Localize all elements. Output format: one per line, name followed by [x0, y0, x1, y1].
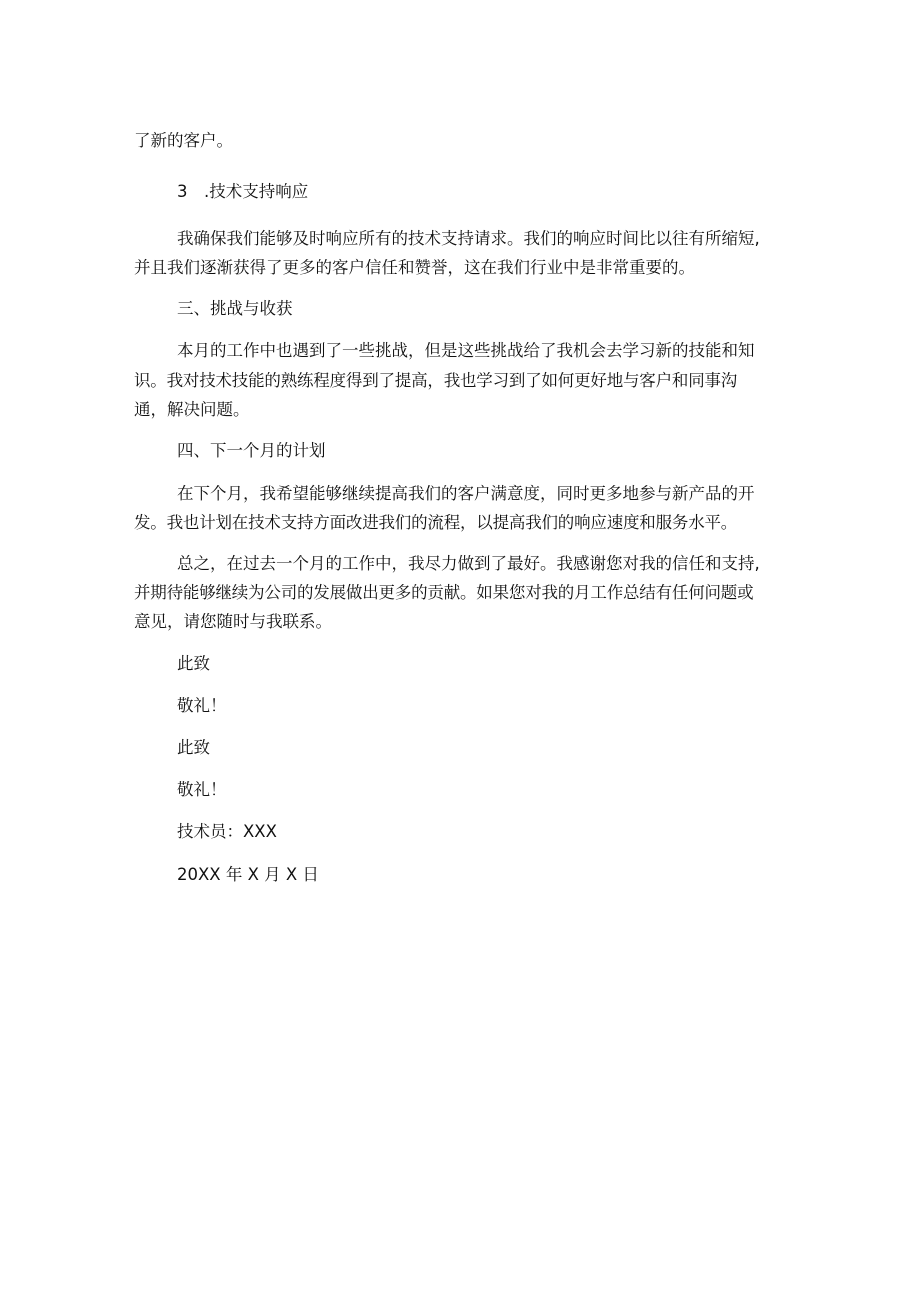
conclusion-paragraph-line: 并期待能够继续为公司的发展做出更多的贡献。如果您对我的月工作总结有任何问题或 [134, 583, 754, 602]
signer-line: 技术员：XXX [177, 822, 277, 841]
closing-line: 此致 [177, 654, 210, 673]
closing-line: 敬礼！ [177, 780, 227, 799]
closing-line: 敬礼！ [177, 696, 227, 715]
challenges-paragraph-line: 识。我对技术技能的熟练程度得到了提高，我也学习到了如何更好地与客户和同事沟 [134, 371, 738, 390]
closing-line: 此致 [177, 738, 210, 757]
next-plan-heading: 四、下一个月的计划 [177, 441, 326, 460]
conclusion-paragraph-line: 总之，在过去一个月的工作中，我尽力做到了最好。我感谢您对我的信任和支持, [177, 554, 760, 573]
intro-tail-text: 了新的客户。 [134, 131, 233, 150]
challenges-heading: 三、挑战与收获 [177, 299, 293, 318]
challenges-paragraph-line: 通，解决问题。 [134, 400, 250, 419]
next-plan-paragraph-line: 在下个月，我希望能够继续提高我们的客户满意度，同时更多地参与新产品的开 [177, 484, 755, 503]
section3-paragraph-line: 我确保我们能够及时响应所有的技术支持请求。我们的响应时间比以往有所缩短, [177, 229, 760, 248]
section3-paragraph-line: 并且我们逐渐获得了更多的客户信任和赞誉，这在我们行业中是非常重要的。 [134, 258, 695, 277]
next-plan-paragraph-line: 发。我也计划在技术支持方面改进我们的流程，以提高我们的响应速度和服务水平。 [134, 513, 738, 532]
conclusion-paragraph-line: 意见，请您随时与我联系。 [134, 612, 332, 631]
section3-heading: 3 .技术支持响应 [177, 182, 309, 201]
date-line: 20XX 年 X 月 X 日 [177, 865, 319, 884]
challenges-paragraph-line: 本月的工作中也遇到了一些挑战，但是这些挑战给了我机会去学习新的技能和知 [177, 341, 755, 360]
